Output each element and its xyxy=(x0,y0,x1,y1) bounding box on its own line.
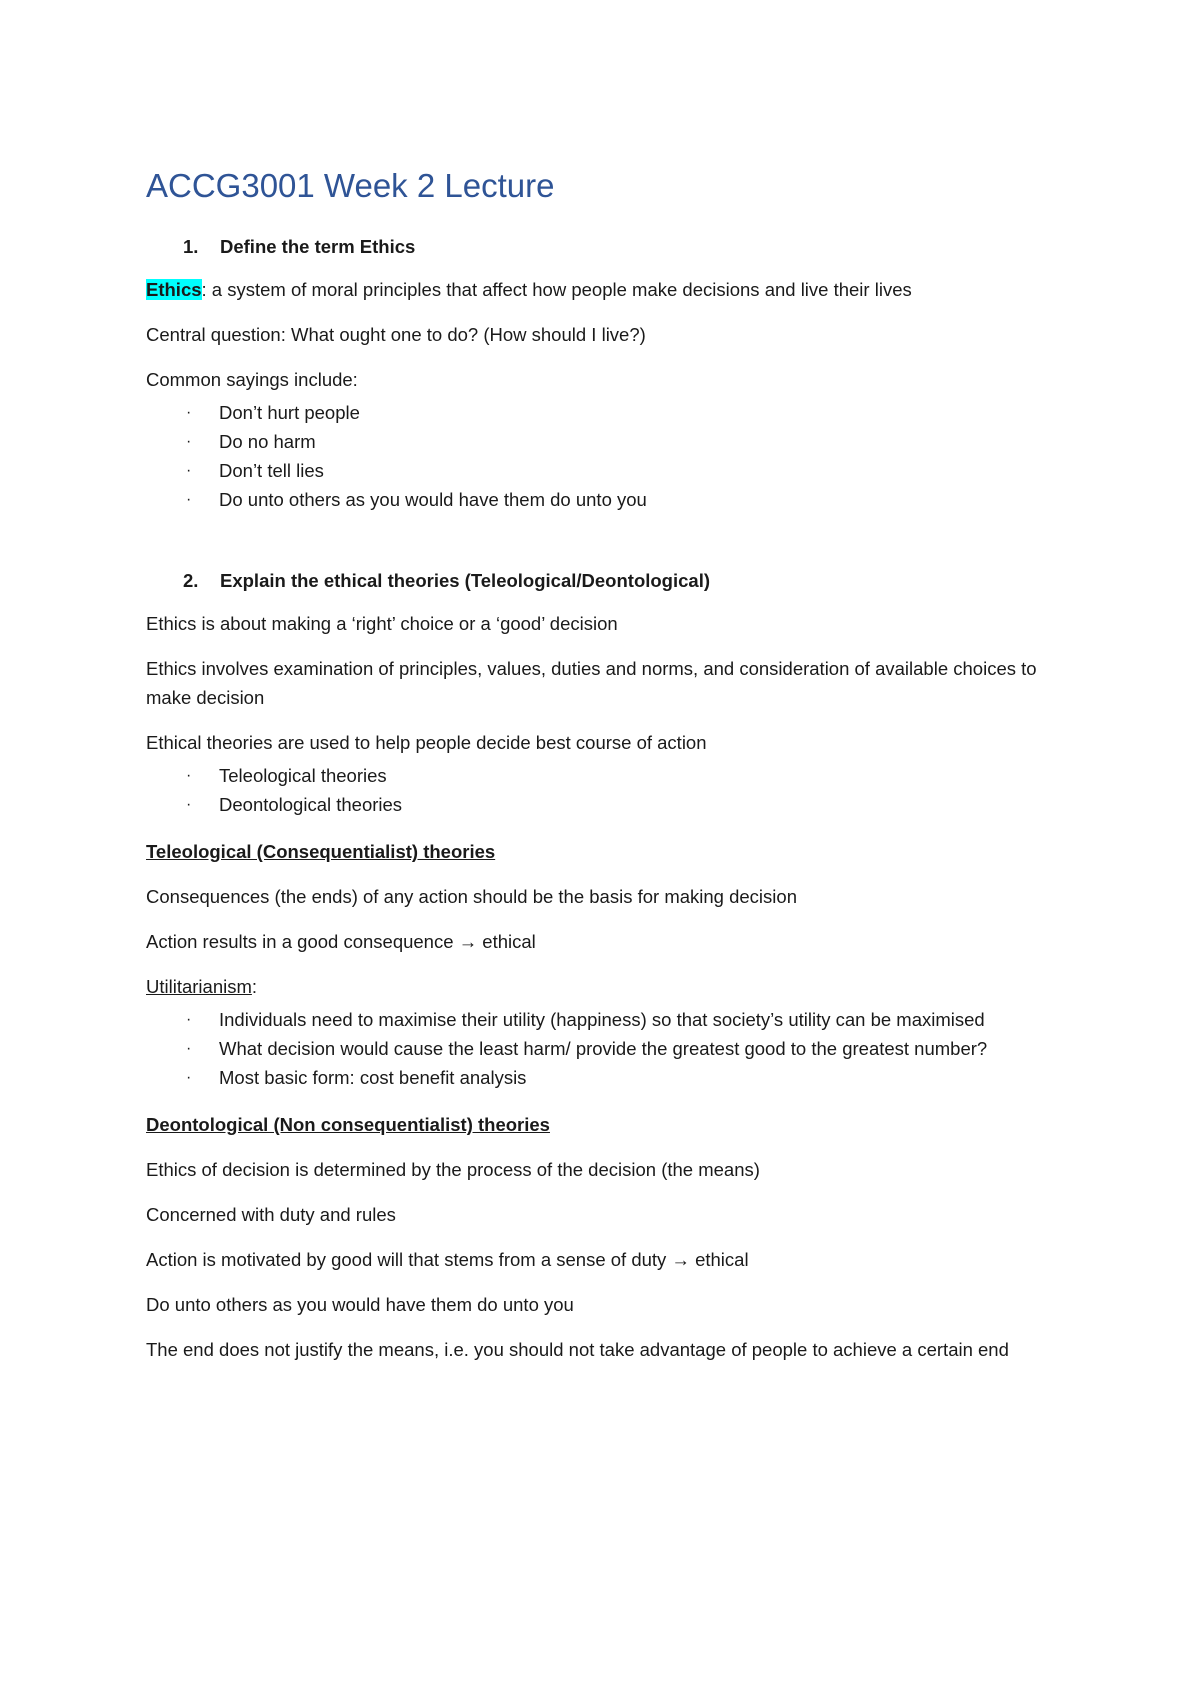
utilitarianism-label: Utilitarianism: xyxy=(146,976,258,997)
list-item: · Don’t tell lies xyxy=(146,456,1066,485)
bullet-icon: · xyxy=(186,404,192,421)
sayings-list xyxy=(146,398,1066,514)
list-item: · Don’t hurt people xyxy=(146,398,1066,427)
section-2-heading xyxy=(146,566,1066,595)
bullet-icon: · xyxy=(186,1069,192,1086)
ethics-term-highlight: Ethics xyxy=(146,279,202,300)
bullet-icon: · xyxy=(186,433,192,450)
spacer xyxy=(146,532,1066,566)
bullet-icon: · xyxy=(186,767,192,784)
paragraph: Ethics is about making a ‘right’ choice or a ‘good’ decision xyxy=(146,613,618,634)
list-item: · What decision would cause the least harm/ provide the greatest good to the greatest number? xyxy=(146,1034,1066,1063)
section-number: 2. xyxy=(183,570,199,591)
paragraph: Consequences (the ends) of any action should be the basis for making decision xyxy=(146,886,797,907)
central-question: Central question: What ought one to do? (How should I live?) xyxy=(146,324,646,345)
ethics-definition-text: : a system of moral principles that affect how people make decisions and live their lives xyxy=(201,279,912,300)
bullet-icon: · xyxy=(186,1011,192,1028)
paragraph: The end does not justify the means, i.e. you should not take advantage of people to achieve a certain end xyxy=(146,1339,1009,1360)
paragraph: Concerned with duty and rules xyxy=(146,1204,396,1225)
section-number: 1. xyxy=(183,236,199,257)
paragraph: Ethics involves examination of principles, values, duties and norms, and consideration of available choices to make decision xyxy=(146,658,1037,708)
page-title: ACCG3001 Week 2 Lecture xyxy=(146,167,555,204)
section-heading-text: Define the term Ethics xyxy=(220,236,416,257)
utilitarianism-list xyxy=(146,1005,1066,1092)
section-1-heading xyxy=(146,232,1066,261)
bullet-icon: · xyxy=(186,1040,192,1057)
paragraph: Ethical theories are used to help people decide best course of action xyxy=(146,732,707,753)
list-item: · Individuals need to maximise their utility (happiness) so that society’s utility can be maximised xyxy=(146,1005,1066,1034)
list-item: · Do no harm xyxy=(146,427,1066,456)
teleological-subheading: Teleological (Consequentialist) theories xyxy=(146,841,496,862)
bullet-icon: · xyxy=(186,491,192,508)
paragraph: Ethics of decision is determined by the process of the decision (the means) xyxy=(146,1159,760,1180)
paragraph: Action results in a good consequence → ethical xyxy=(146,931,536,952)
paragraph: Do unto others as you would have them do unto you xyxy=(146,1294,574,1315)
bullet-icon: · xyxy=(186,796,192,813)
list-item: · Most basic form: cost benefit analysis xyxy=(146,1063,1066,1092)
paragraph: Action is motivated by good will that stems from a sense of duty → ethical xyxy=(146,1249,749,1270)
bullet-icon: · xyxy=(186,462,192,479)
sayings-intro: Common sayings include: xyxy=(146,369,358,390)
theories-list xyxy=(146,761,1066,819)
document-body xyxy=(146,166,1066,1380)
list-item: · Do unto others as you would have them do unto you xyxy=(146,485,1066,514)
ethics-definition xyxy=(146,275,1066,304)
deontological-subheading: Deontological (Non consequentialist) theories xyxy=(146,1114,550,1135)
list-item: · Teleological theories xyxy=(146,761,1066,790)
section-heading-text: Explain the ethical theories (Teleological/Deontological) xyxy=(220,570,710,591)
list-item: · Deontological theories xyxy=(146,790,1066,819)
